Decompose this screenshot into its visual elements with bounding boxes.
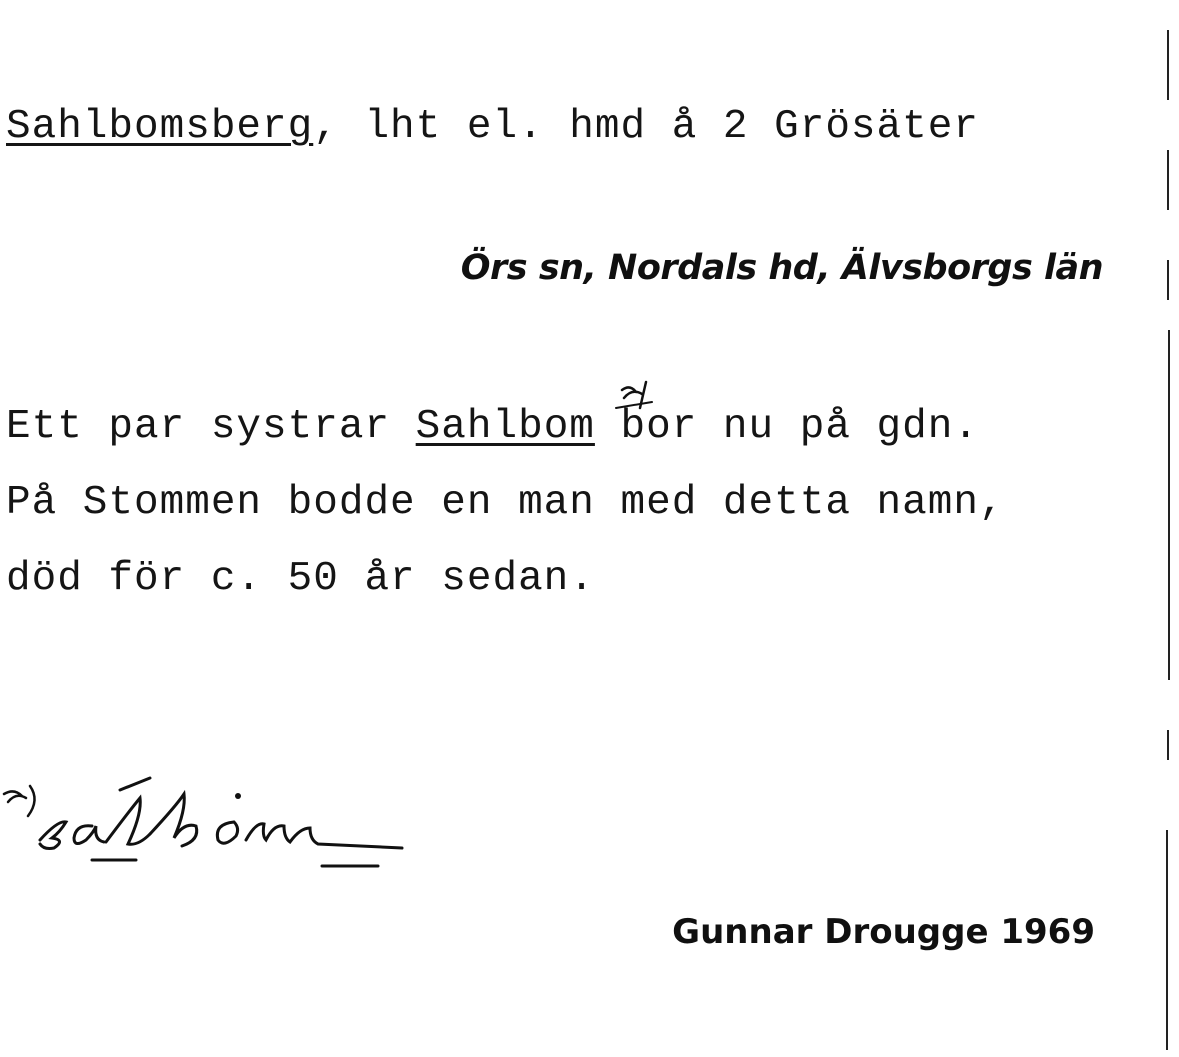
author-signature: Gunnar Drougge 1969 [672, 912, 1095, 952]
body-line-2: På Stommen bodde en man med detta namn, [6, 480, 1005, 526]
card-edge-border [1162, 0, 1174, 1057]
body-line-1 [6, 404, 979, 450]
location-line: Örs sn, Nordals hd, Älvsborgs län [460, 248, 1103, 288]
body-line-1-end: bor nu på gdn. [594, 404, 979, 450]
headword-line [6, 104, 979, 150]
headword: Sahlbomsberg [6, 104, 314, 150]
body-line-3: död för c. 50 år sedan. [6, 556, 595, 602]
body-line-1-start: Ett par systrar [6, 404, 416, 450]
surname-sahlbom: Sahlbom [415, 404, 595, 450]
handwritten-pronunciation [0, 770, 420, 880]
footnote-marker-handwritten [612, 378, 662, 418]
headword-description: , lht el. hmd å 2 Grösäter [313, 104, 979, 150]
